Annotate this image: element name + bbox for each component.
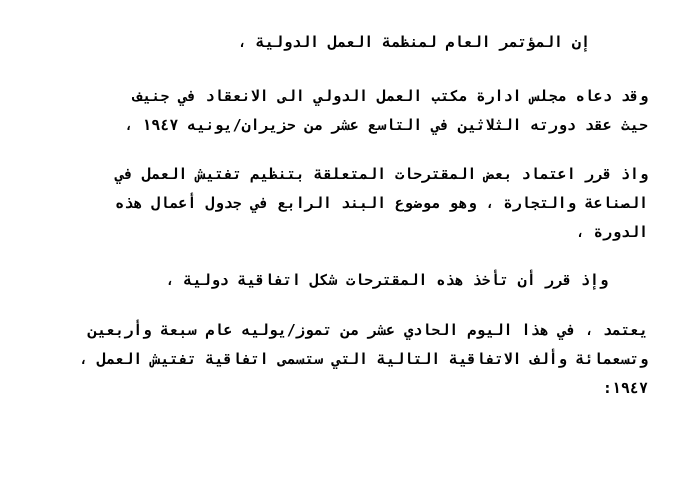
text-line: واذ قرر اعتماد بعض المقترحات المتعلقة بتنظيم تفتيش العمل في — [115, 165, 648, 183]
text-line: الصناعة والتجارة ، وهو موضوع البند الرابع في جدول أعمال هذه — [115, 194, 648, 212]
preamble-opening — [238, 28, 590, 57]
preamble-proposals-paragraph — [48, 160, 648, 247]
text-line: يعتمد ، في هذا اليوم الحادي عشر من تموز/يوليه عام سبعة وأربعين — [88, 321, 648, 339]
text-line: إن المؤتمر العام لمنظمة العمل الدولية ، — [237, 33, 590, 51]
text-line: وقد دعاه مجلس ادارة مكتب العمل الدولي الى الانعقاد في جنيف — [133, 87, 648, 105]
adoption-paragraph — [48, 316, 648, 403]
text-line: وتسعمائة وألف الاتفاقية التالية التي ستسمى اتفاقية تفتيش العمل ، — [79, 350, 648, 368]
text-line: الدورة ، — [575, 223, 648, 241]
text-line: حيث عقد دورته الثلاثين في التاسع عشر من حزيران/يونيه ١٩٤٧ ، — [124, 116, 648, 134]
text-line: ١٩٤٧: — [602, 379, 648, 397]
text-line: وإذ قرر أن تأخذ هذه المقترحات شكل اتفاقية دولية ، — [165, 271, 608, 289]
preamble-convention-form-paragraph — [165, 266, 608, 295]
preamble-convened-paragraph — [48, 82, 648, 140]
